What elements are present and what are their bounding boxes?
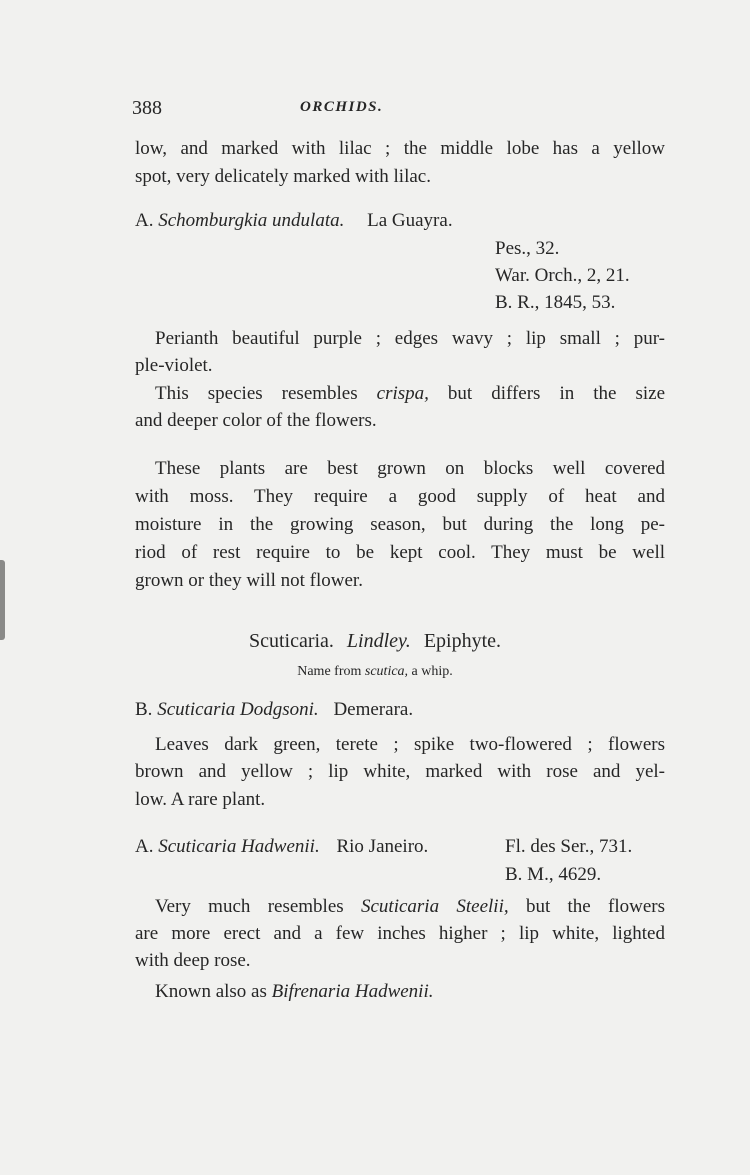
text-line: riod of rest require to be kept cool. They must be well [135,542,665,563]
text-line: Perianth beautiful purple ; edges wavy ; lip small ; pur- [155,328,665,349]
locality: Rio Janeiro. [336,836,429,857]
running-title: ORCHIDS. [300,99,384,115]
text-run: but differs in the size [447,383,666,404]
text-line: brown and yellow ; lip white, marked with rose and yel- [135,761,665,782]
text-run: Known also as [155,981,267,1002]
genus-name: Scuticaria. [248,630,334,652]
text-line: These plants are best grown on blocks well covered [155,458,665,479]
text-line: low, and marked with lilac ; the middle lobe has a yellow [135,138,665,159]
genus-heading [0,627,750,655]
text-line: Leaves dark green, terete ; spike two-flowered ; flowers [155,734,665,755]
text-run: This species resembles [155,383,358,404]
text-line [155,380,665,407]
grade-letter: A. [135,210,154,231]
text-line: with deep rose. [135,950,251,971]
text-line: ple-violet. [135,355,213,376]
reference: War. Orch., 2, 21. [495,265,630,286]
reference: Fl. des Ser., 731. [505,836,633,857]
reference: Pes., 32. [495,238,560,259]
text-run: Name from [297,664,362,679]
text-line [155,893,665,920]
genus-derivation [0,664,750,680]
species-heading [135,207,665,234]
text-run: Very much resembles [155,896,344,917]
species-epithet: crispa, [376,383,429,404]
text-line: moisture in the growing season, but during the long pe- [135,514,665,535]
synonym-name: Bifrenaria Hadwenii. [271,981,434,1002]
latin-word: scutica, [364,664,409,679]
text-line: low. A rare plant. [135,789,266,810]
page-number: 388 [132,97,162,119]
species-name: Scuticaria Hadwenii. [158,836,320,857]
running-header [132,97,672,127]
text-line [155,978,665,1005]
text-line: and deeper color of the flowers. [135,410,377,431]
species-name: Scuticaria Steelii, [360,896,509,917]
reference: B. R., 1845, 53. [495,292,616,313]
locality: La Guayra. [367,210,453,231]
text-line: spot, very delicately marked with lilac. [135,166,431,187]
genus-authority: Lindley. [346,630,411,652]
grade-letter: A. [135,836,154,857]
text-line: grown or they will not flower. [135,570,363,591]
grade-letter: B. [135,699,153,720]
species-name: Scuticaria Dodgsoni. [157,699,319,720]
reference: B. M., 4629. [505,864,602,885]
species-heading [135,696,665,723]
genus-habit: Epiphyte. [423,630,502,652]
species-name: Schomburgkia undulata. [158,210,345,231]
text-run: but the flowers [525,896,666,917]
text-line: with moss. They require a good supply of heat and [135,486,665,507]
text-run: a whip. [411,664,453,679]
text-line: are more erect and a few inches higher ; lip white, lighted [135,923,665,944]
locality: Demerara. [333,699,414,720]
